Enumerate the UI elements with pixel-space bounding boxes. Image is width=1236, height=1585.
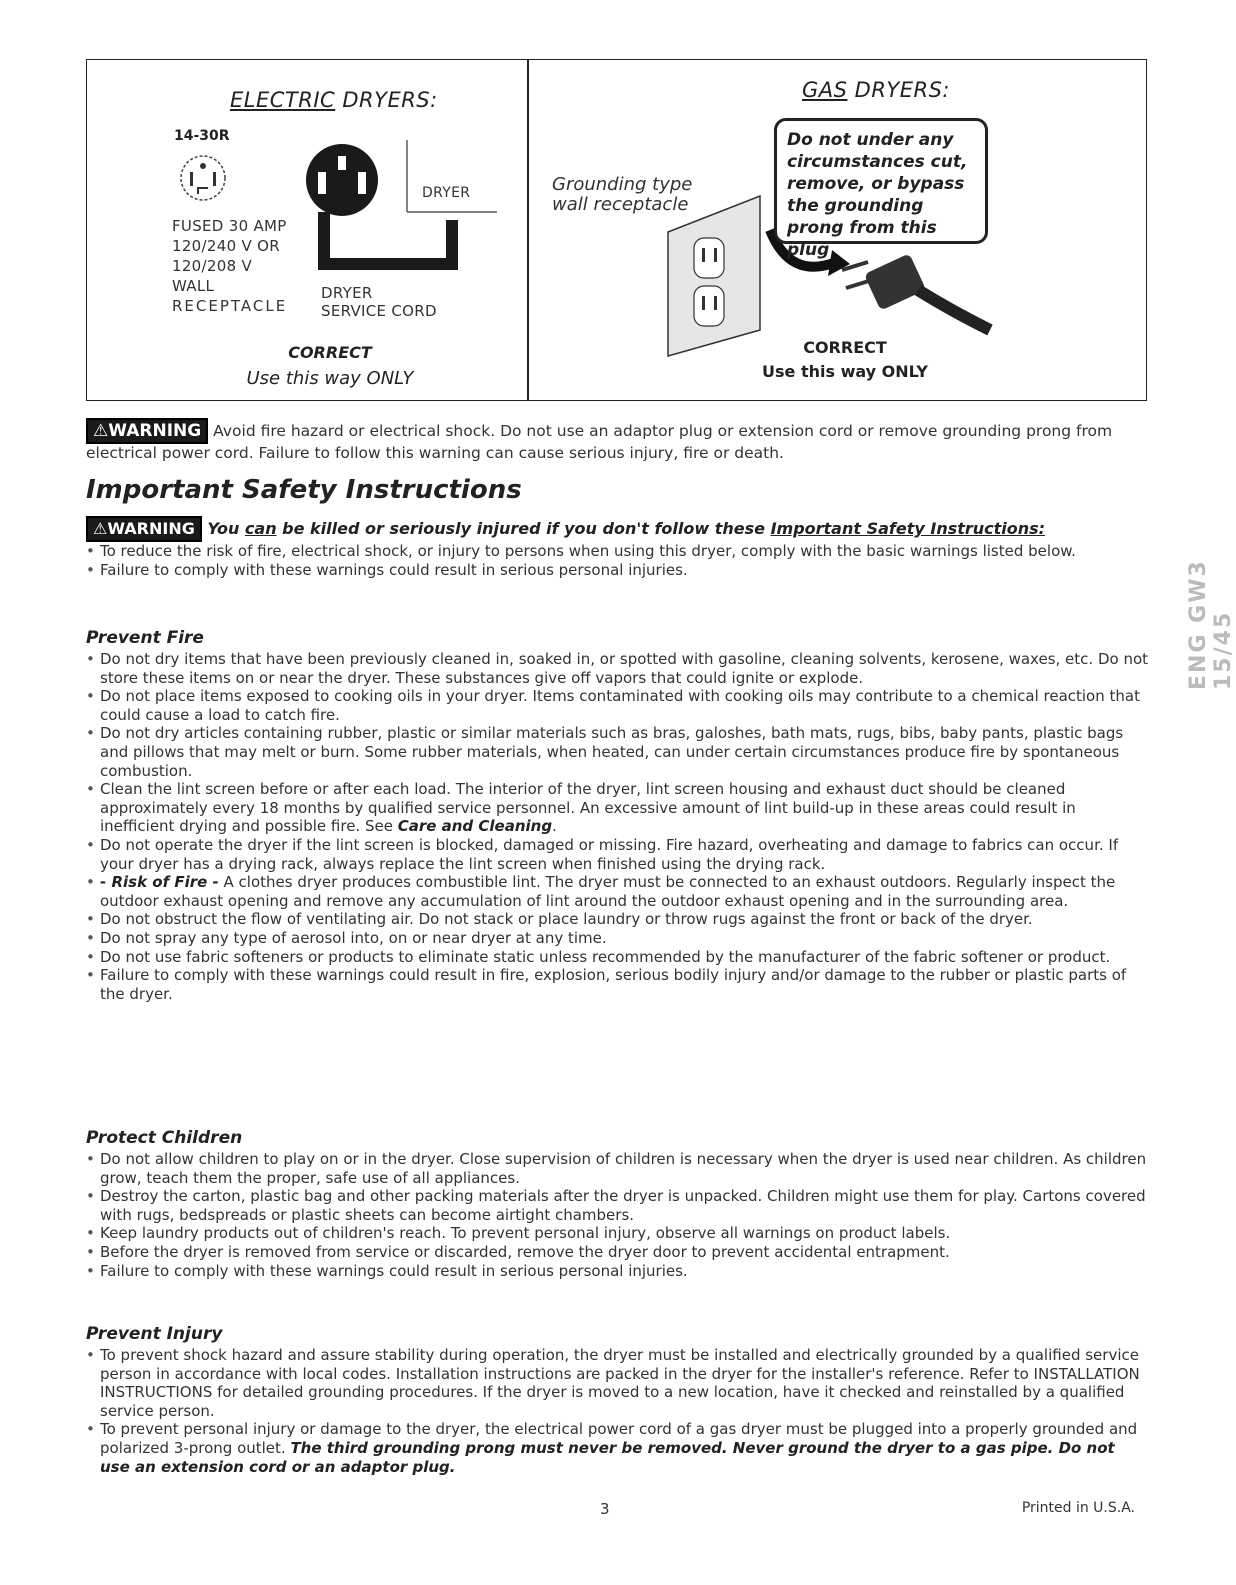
warning-2-text-b: be killed or seriously injured if you don't follow these [276, 519, 771, 538]
warning-badge: ⚠WARNING [86, 418, 208, 444]
gas-diagram-art [0, 0, 1225, 420]
list-item: • Failure to comply with these warnings could result in fire, explosion, serious bodily injury and/or damage to the rubber or plastic parts of the dryer. [86, 966, 1148, 1003]
list-item: • Before the dryer is removed from service or discarded, remove the dryer door to prevent accidental entrapment. [86, 1243, 1148, 1262]
receptacle-line-5: RECEPTACLE [172, 297, 288, 315]
warning-paragraph-2 [86, 516, 1156, 542]
warning-2-text-a: You [207, 519, 245, 538]
dryer-label: DRYER [422, 185, 471, 201]
cord-label-1: DRYER [321, 284, 373, 302]
grounding-prong-callout: Do not under any circumstances cut, remove, or bypass the grounding prong from this plug [774, 118, 988, 244]
warning-2-can: can [244, 519, 277, 538]
list-item: • To prevent shock hazard and assure stability during operation, the dryer must be installed and electrically grounded by a qualified service person in accordance with local codes. Installation instructions are packed in the dryer for the installer's reference. Refer to INSTALLATION INSTRUCTIONS for detailed grounding procedures. If the dryer is moved to a new location, have it checked and reinstalled by a qualified service person. [86, 1346, 1148, 1420]
receptacle-line-3: 120/208 V [172, 257, 253, 275]
gas-use-only: Use this way ONLY [762, 362, 928, 381]
cord-label-2: SERVICE CORD [321, 302, 437, 320]
list-item: • Do not dry articles containing rubber, plastic or similar materials such as bras, galoshes, bath mats, rugs, bibs, baby pants, plastic bags and pillows that may melt or burn. Some rubber materials, when heated, can under certain circumstances produce fire by spontaneous combustion. [86, 724, 1148, 780]
intro-list [86, 542, 1148, 579]
printed-in: Printed in U.S.A. [1021, 1500, 1135, 1516]
list-item: • Clean the lint screen before or after each load. The interior of the dryer, lint screen housing and exhaust duct should be cleaned approximately every 18 months by qualified service personnel. An excessive amount of lint build-up in these areas could result in inefficient drying and possible fire. See Care and Cleaning. [86, 780, 1148, 836]
receptacle-line-4: WALL [172, 277, 215, 295]
list-item: • Failure to comply with these warnings could result in serious personal injuries. [86, 561, 1148, 580]
list-item: • Do not use fabric softeners or products to eliminate static unless recommended by the manufacturer of the fabric softener or product. [86, 948, 1148, 967]
list-item: • To prevent personal injury or damage to the dryer, the electrical power cord of a gas dryer must be plugged into a properly grounded and polarized 3-prong outlet. The third grounding prong must never be removed. Never ground the dryer to a gas pipe. Do not use an extension cord or an adaptor plug. [86, 1420, 1148, 1476]
electric-use-only: Use this way ONLY [246, 368, 414, 389]
list-item: • Failure to comply with these warnings could result in serious personal injuries. [86, 1262, 1148, 1281]
electric-dryers-title: ELECTRIC DRYERS: [230, 88, 438, 112]
list-item: • Do not operate the dryer if the lint screen is blocked, damaged or missing. Fire hazard, overheating and damage to fabrics can occur. If your dryer has a drying rack, always replace the lint screen when finished using the drying rack. [86, 836, 1148, 873]
list-item: • Do not spray any type of aerosol into, on or near dryer at any time. [86, 929, 1148, 948]
grounding-label-2: wall receptacle [552, 194, 689, 215]
warning-2-important: Important Safety Instructions: [770, 519, 1046, 538]
list-item: • Destroy the carton, plastic bag and other packing materials after the dryer is unpacked. Children might use them for play. Cartons covered with rugs, bedspreads or plastic sheets can become airtight chambers. [86, 1187, 1148, 1224]
warning-paragraph-1 [86, 418, 1146, 463]
page-number: 3 [600, 1500, 610, 1518]
wall-receptacle-icon [668, 196, 760, 356]
warning-1-text: Avoid fire hazard or electrical shock. Do not use an adaptor plug or extension cord or remove grounding prong from electrical power cord. Failure to follow this warning can cause serious injury, fire or death. [86, 422, 1113, 462]
list-item: • Do not place items exposed to cooking oils in your dryer. Items contaminated with cooking oils may contribute to a chemical reaction that could cause a load to catch fire. [86, 687, 1148, 724]
protect-children-heading: Protect Children [86, 1128, 243, 1148]
list-item: • - Risk of Fire - A clothes dryer produces combustible lint. The dryer must be connected to an exhaust outdoors. Regularly inspect the outdoor exhaust opening and remove any accumulation of lint around the outdoor exhaust opening and in the surrounding area. [86, 873, 1148, 910]
prevent-injury-list [86, 1346, 1148, 1476]
prevent-fire-heading: Prevent Fire [86, 628, 204, 648]
gas-correct: CORRECT [803, 338, 887, 357]
warning-badge: ⚠WARNING [86, 516, 202, 542]
list-item: • To reduce the risk of fire, electrical shock, or injury to persons when using this dryer, comply with the basic warnings listed below. [86, 542, 1148, 561]
receptacle-line-2: 120/240 V OR [172, 237, 280, 255]
prevent-injury-heading: Prevent Injury [86, 1324, 223, 1344]
page-title: Important Safety Instructions [86, 475, 522, 505]
grounding-label-1: Grounding type [552, 174, 693, 195]
document-code: ENG GW3 15/45 [1186, 559, 1236, 690]
list-item: • Do not obstruct the flow of ventilating air. Do not stack or place laundry or throw rugs against the front or back of the dryer. [86, 910, 1148, 929]
prevent-fire-list [86, 650, 1148, 1003]
electric-correct: CORRECT [288, 343, 372, 362]
receptacle-line-1: FUSED 30 AMP [172, 217, 287, 235]
gas-dryers-title: GAS DRYERS: [802, 78, 950, 102]
receptacle-code: 14-30R [174, 128, 230, 144]
list-item: • Do not dry items that have been previously cleaned in, soaked in, or spotted with gasoline, cleaning solvents, kerosene, waxes, etc. Do not store these items on or near the dryer. These substances give off vapors that could ignite or explode. [86, 650, 1148, 687]
protect-children-list [86, 1150, 1148, 1280]
list-item: • Keep laundry products out of children's reach. To prevent personal injury, observe all warnings on product labels. [86, 1224, 1148, 1243]
list-item: • Do not allow children to play on or in the dryer. Close supervision of children is necessary when the dryer is used near children. As children grow, teach them the proper, safe use of all appliances. [86, 1150, 1148, 1187]
